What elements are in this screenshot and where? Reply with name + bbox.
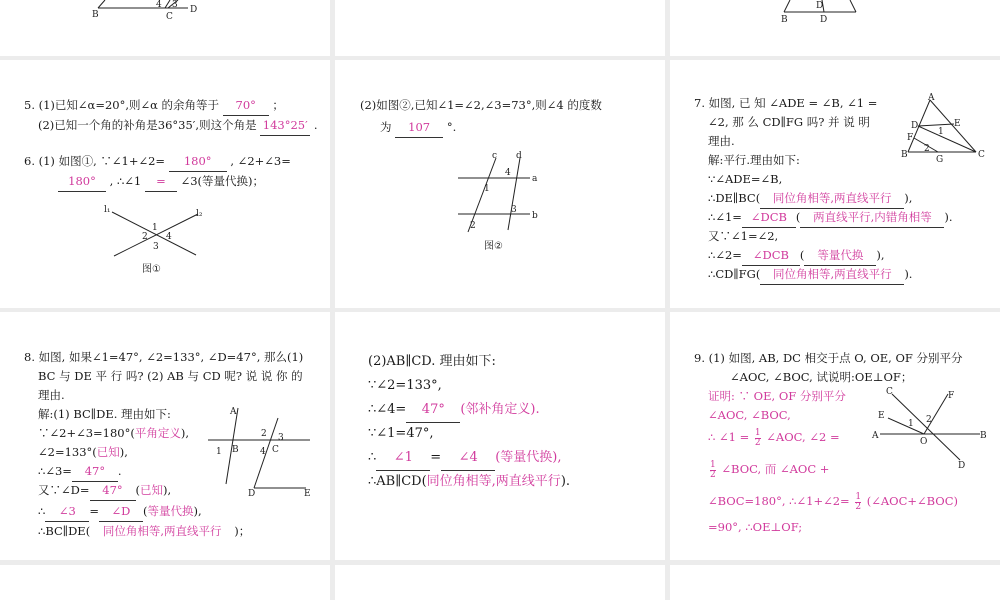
fig-label: 2	[470, 221, 476, 231]
fig-label: B	[901, 150, 908, 160]
fig-label: 3	[172, 0, 178, 10]
fig-label: 1	[152, 223, 158, 233]
q8-line: BC 与 DE 平 行 吗? (2) AB 与 CD 呢? 说 说 你 的	[38, 369, 303, 383]
q7-line: ∴∠1= ∠DCB ( 两直线平行,内错角相等 ).	[708, 208, 953, 228]
fig-label: D	[820, 15, 828, 25]
fig-label: 2	[261, 429, 267, 439]
q8-line: 8. 如图, 如果∠1=47°, ∠2=133°, ∠D=47°, 那么(1)	[24, 350, 304, 364]
fig-label: C	[272, 445, 279, 455]
q9-line: =90°, ∴OE⊥OF;	[708, 520, 803, 534]
q8-line: ∴∠3= 47° .	[38, 462, 122, 482]
q5-answer1: 70°	[223, 96, 269, 116]
fig-label: 4	[260, 447, 266, 457]
fig-label: E	[878, 411, 885, 421]
q6-figure2	[450, 150, 550, 255]
q8b-answer: ∠1	[376, 446, 430, 471]
q8-line: 又∵∠D= 47° (已知),	[38, 481, 171, 501]
fig-label: 3	[153, 242, 159, 252]
q7-answer: 等量代换	[804, 246, 876, 266]
top-right-figure	[778, 0, 868, 25]
q7-line: 7. 如图, 已 知 ∠ADE = ∠B, ∠1 =	[694, 96, 878, 110]
q8-line: ∠2=133°(已知),	[38, 445, 128, 459]
q7-answer: ∠DCB	[742, 246, 800, 266]
q8b-line: ∴ ∠1 = ∠4 (等量代换),	[368, 446, 561, 471]
q6-answer1: 180°	[169, 152, 227, 172]
q8b-answer: ∠4	[441, 446, 495, 471]
q8b-line: ∴AB∥CD(同位角相等,两直线平行).	[368, 474, 571, 489]
q8-line: ∴ ∠3 = ∠D (等量代换),	[38, 502, 202, 522]
q7-line: ∴∠2= ∠DCB ( 等量代换 ),	[708, 246, 885, 266]
fig-label: 2	[142, 232, 148, 242]
fig-label: A	[872, 431, 879, 441]
q6-answer2: 180°	[58, 172, 106, 192]
q8-line: 理由.	[38, 388, 65, 402]
q7-line: 解:平行.理由如下:	[708, 153, 800, 167]
q8-answer: 47°	[90, 481, 136, 501]
fig-label: 4	[156, 0, 162, 10]
fig-label: 1	[938, 127, 944, 137]
footer-center-panel	[335, 565, 665, 600]
q7-line: 理由.	[708, 134, 735, 148]
fig-label: 3	[511, 205, 517, 215]
q8b-line: (2)AB∥CD. 理由如下:	[368, 354, 496, 369]
q9-line: ∠AOC, ∠BOC,	[708, 408, 791, 422]
q8-answer: 平角定义	[134, 426, 181, 440]
fig-label: d	[516, 151, 522, 161]
fig-label: A	[230, 407, 237, 417]
q8-answer: 等量代换	[147, 504, 194, 518]
fig-label: 4	[505, 168, 511, 178]
q9-figure	[868, 386, 992, 474]
q6-figure1	[100, 200, 210, 280]
q6-line1: 6. (1) 如图①, ∵∠1+∠2= 180° , ∠2+∠3=	[24, 152, 291, 172]
fig-label: D	[816, 1, 824, 11]
q9-line: ∠BOC=180°, ∴∠1+∠2= $\frac{1}{2}$ (∠AOC+∠BOC)	[708, 491, 959, 512]
fig-label: C	[886, 387, 893, 397]
q9-line: $\frac{1}{2}$ ∠BOC, 而 ∠AOC +	[710, 459, 830, 480]
q8-line: 解:(1) BC∥DE. 理由如下:	[38, 407, 171, 421]
fig-label: O	[920, 437, 928, 447]
fig-label: C	[166, 12, 173, 22]
q7-answer: 两直线平行,内错角相等	[800, 208, 944, 228]
q6b-line1: (2)如图②,已知∠1=∠2,∠3=73°,则∠4 的度数	[360, 98, 602, 112]
q8b-answer: 47°	[406, 398, 460, 423]
fig-label: 2	[926, 415, 932, 425]
fig-label: D	[958, 461, 966, 471]
fig-label: 3	[278, 433, 284, 443]
fig-label: D	[248, 489, 256, 499]
q8-answer: ∠D	[99, 502, 143, 522]
q9-line: ∠AOC, ∠BOC, 试说明:OE⊥OF；	[730, 370, 913, 384]
fig-label: 2	[924, 144, 930, 154]
fig-label: G	[936, 155, 944, 165]
footer-left-panel	[0, 565, 330, 600]
q9-line: 9. (1) 如图, AB, DC 相交于点 O, OE, OF 分别平分	[694, 351, 963, 365]
fraction-half: $\frac{1}{2}$	[855, 491, 862, 512]
q8-answer: 同位角相等,两直线平行	[102, 524, 222, 538]
fig-label: l₂	[196, 209, 203, 219]
figure-caption: 图①	[142, 264, 161, 275]
q6b-line2: 为 107 °.	[380, 118, 456, 138]
q9-line: ∴ ∠1 = $\frac{1}{2}$ ∠AOC, ∠2 =	[708, 427, 840, 448]
fig-label: l₁	[104, 205, 111, 215]
top-center-panel	[335, 0, 665, 56]
fig-label: D	[911, 121, 919, 131]
q9-line: 证明: ∵ OE, OF 分别平分	[708, 389, 846, 403]
fig-label: 4	[166, 232, 172, 242]
q8b-line: ∵∠2=133°,	[368, 378, 442, 393]
fig-label: B	[781, 15, 788, 25]
q8-line: ∴BC∥DE( 同位角相等,两直线平行 )；	[38, 522, 250, 541]
q7-line: 又∵∠1=∠2,	[708, 229, 779, 243]
fig-label: B	[92, 10, 99, 20]
q6-answer3: =	[145, 172, 177, 192]
fig-label: A	[928, 93, 935, 103]
fig-label: 1	[484, 184, 490, 194]
q5-line1: 5. (1)已知∠α=20°,则∠α 的余角等于 70° ；	[24, 96, 284, 116]
q8-line: ∵∠2+∠3=180°(平角定义),	[38, 426, 190, 440]
q7-line: ∠2, 那 么 CD∥FG 吗? 并 说 明	[708, 115, 870, 129]
fig-label: b	[532, 211, 538, 221]
fig-label: F	[948, 391, 955, 401]
fraction-half: $\frac{1}{2}$	[754, 427, 761, 448]
fig-label: c	[492, 151, 498, 161]
fraction-half: $\frac{1}{2}$	[710, 459, 716, 480]
figure-caption: 图②	[484, 241, 503, 252]
q8b-line: ∵∠1=47°,	[368, 426, 434, 441]
q7-line: ∴DE∥BC( 同位角相等,两直线平行 ),	[708, 189, 912, 209]
q6b-answer1: 107	[395, 118, 443, 138]
q8-figure	[206, 404, 316, 500]
q5-answer2: 143°25′	[260, 116, 310, 136]
footer-right-panel	[670, 565, 1000, 600]
fig-label: F	[907, 133, 914, 143]
top-left-figure	[90, 0, 210, 22]
q8-answer: 47°	[72, 462, 118, 482]
fig-label: B	[232, 445, 239, 455]
fig-label: 1	[908, 419, 914, 429]
q7-answer: ∠DCB	[742, 208, 796, 228]
fig-label: B	[980, 431, 987, 441]
q8-answer: ∠3	[45, 502, 89, 522]
q6-line2: 180° , ∴∠1 = ∠3(等量代换)；	[58, 172, 264, 192]
q5-line2: (2)已知一个角的补角是36°35′,则这个角是 143°25′ .	[38, 116, 318, 136]
fig-label: C	[978, 150, 985, 160]
q8b-line: ∴∠4= 47° (邻补角定义).	[368, 398, 540, 423]
fig-label: E	[304, 489, 311, 499]
q7-answer: 同位角相等,两直线平行	[760, 189, 904, 209]
fig-label: D	[190, 5, 198, 15]
fig-label: a	[532, 174, 538, 184]
fig-label: E	[954, 119, 961, 129]
q8-answer: 已知	[140, 483, 163, 497]
q7-answer: 同位角相等,两直线平行	[760, 265, 904, 285]
q7-line: ∴CD∥FG( 同位角相等,两直线平行 ).	[708, 265, 912, 285]
q8b-answer: 同位角相等,两直线平行	[426, 474, 561, 489]
q7-figure	[898, 93, 988, 165]
q8-answer: 已知	[96, 445, 120, 459]
fig-label: 1	[216, 447, 222, 457]
q7-line: ∵∠ADE=∠B,	[708, 172, 783, 186]
